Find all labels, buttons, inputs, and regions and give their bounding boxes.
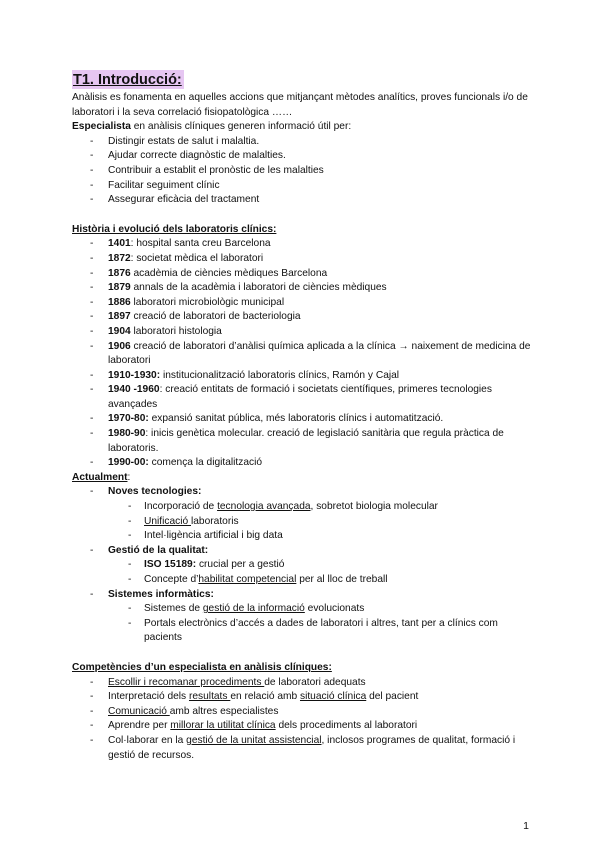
list-item [108, 617, 532, 646]
list-item [72, 267, 532, 282]
list-item: - Contribuir a establit el pronòstic de les malalties [72, 164, 532, 179]
item-underlined: tecnologia avançada [217, 501, 311, 513]
history-year: 1940 -1960 [108, 384, 160, 396]
list-item [72, 734, 532, 763]
history-year: 1904 [108, 325, 131, 337]
list-item [108, 573, 532, 588]
list-item [72, 412, 532, 427]
history-year: 1897 [108, 311, 131, 323]
list-item [72, 383, 532, 412]
history-text: : inicis genètica molecular. creació de legislació sanitària que regula pràctica de laboratoris. [108, 428, 504, 454]
specialist-paragraph [72, 120, 532, 135]
list-item: - Ajudar correcte diagnòstic de malalties. [72, 149, 532, 164]
history-year: 1906 [108, 340, 131, 352]
list-item [72, 485, 532, 543]
list-item [72, 296, 532, 311]
group-label: Sistemes informàtics: [108, 588, 214, 600]
history-year: 1910-1930: [108, 369, 161, 381]
item-text: Col·laborar en la [108, 734, 187, 746]
history-text: acadèmia de ciències mèdiques Barcelona [130, 267, 328, 279]
history-year: 1879 [108, 282, 131, 294]
list-item [108, 602, 532, 617]
history-year: 1886 [108, 296, 131, 308]
intro-paragraph: Anàlisis es fonamenta en aquelles accions que mitjançant mètodes analítics, proves funcionals i/o de laboratori i la seva correlació fisiopatològica …… [72, 92, 528, 118]
history-text: creació de laboratori d’anàlisi química aplicada a la clínica → naixement de medicina de laboratori [108, 340, 531, 367]
sub-list [108, 602, 532, 646]
history-year: 1876 [108, 267, 131, 279]
list-item [108, 529, 532, 544]
competences-list [72, 676, 532, 764]
history-text: comença la digitalització [148, 457, 263, 469]
group-label: Noves tecnologies: [108, 486, 202, 498]
history-text: : creació entitats de formació i societats científiques, primeres tecnologies avançades [108, 384, 492, 410]
list-item [72, 705, 532, 720]
item-text: , inclosos programes de qualitat, formació i gestió de recursos. [108, 734, 516, 761]
item-underlined: gestió de la unitat assistencial [186, 734, 322, 746]
page-number: 1 [523, 820, 529, 832]
item-underlined: millorar la utilitat clínica [170, 720, 276, 732]
list-item [72, 544, 532, 588]
item-underlined: Escollir i recomanar procediments [108, 676, 265, 688]
list-item [72, 427, 532, 456]
current-heading-line [72, 471, 532, 486]
item-text: Aprendre per [108, 720, 171, 732]
list-item [72, 340, 532, 369]
sub-list [108, 558, 532, 587]
list-item [72, 237, 532, 252]
item-text: , sobretot biologia molecular [310, 501, 438, 513]
sub-list [108, 500, 532, 544]
item-text: dels procediments al laboratori [275, 720, 418, 732]
item-text: laboratoris [191, 515, 239, 527]
item-text: en relació amb [230, 691, 300, 703]
item-text: amb altres especialistes [169, 705, 279, 717]
history-text: laboratori microbiològic municipal [130, 296, 285, 308]
history-year: 1970-80: [108, 413, 149, 425]
list-item: - Assegurar eficàcia del tractament [72, 193, 532, 208]
current-list [72, 485, 532, 646]
item-underlined: gestió de la informació [202, 603, 305, 615]
list-item: - Distingir estats de salut i malaltia. [72, 135, 532, 150]
specialist-list [72, 135, 532, 208]
history-year: 1872 [108, 252, 131, 264]
item-underlined: Comunicació [108, 705, 170, 717]
list-item [72, 456, 532, 471]
history-year: 1990-00: [108, 457, 149, 469]
list-item [108, 515, 532, 530]
history-text: annals de la acadèmia i laboratori de ciències mèdiques [130, 282, 387, 294]
page-title: T1. Introducció: [73, 72, 182, 88]
history-year: 1401 [108, 238, 131, 250]
group-label: Gestió de la qualitat: [108, 544, 209, 556]
history-year: 1980-90 [108, 428, 146, 440]
list-item [72, 325, 532, 340]
item-text: de laboratori adequats [264, 676, 366, 688]
history-text: institucionalització laboratoris clínics, Ramón y Cajal [160, 369, 400, 381]
list-item [72, 281, 532, 296]
history-heading: Història i evolució dels laboratoris clínics: [72, 223, 277, 235]
list-item [72, 252, 532, 267]
history-list [72, 237, 532, 471]
item-text: Incorporació de [144, 501, 218, 513]
item-underlined: resultats [188, 691, 231, 703]
list-item [72, 588, 532, 646]
specialist-term: Especialista [72, 121, 131, 133]
document-page [72, 70, 532, 763]
item-bold: ISO 15189: [144, 559, 197, 571]
item-text: crucial per a gestió [196, 559, 285, 571]
competences-heading: Competències d’un especialista en anàlisis clíniques: [72, 661, 332, 673]
history-text: : societat mèdica el laboratori [130, 252, 264, 264]
list-item [72, 369, 532, 384]
item-text: del pacient [366, 691, 419, 703]
item-text: Intel·ligència artificial i big data [144, 530, 283, 542]
history-text: expansió sanitat pública, més laboratoris clínics i automatització. [148, 413, 444, 425]
item-underlined: habilitat competencial [198, 574, 297, 585]
list-item: - Facilitar seguiment clínic [72, 179, 532, 194]
current-heading-colon: : [127, 471, 131, 483]
item-text: evolucionats [304, 603, 365, 615]
list-item [72, 719, 532, 734]
list-item [72, 310, 532, 325]
list-item [72, 676, 532, 691]
item-text: per al lloc de treball [296, 574, 388, 585]
current-heading: Actualment [72, 471, 128, 483]
item-text: Sistemes de [144, 603, 203, 615]
item-underlined: Unificació [144, 515, 191, 527]
list-item [108, 558, 532, 573]
list-item [108, 500, 532, 515]
list-item [72, 690, 532, 705]
item-text: Portals electrònics d’accés a dades de laboratori i altres, tant per a clínics com pacients [144, 617, 498, 644]
item-underlined: situació clínica [299, 691, 367, 703]
history-text: : hospital santa creu Barcelona [130, 238, 271, 250]
specialist-rest: en anàlisis clíniques generen informació útil per: [130, 121, 352, 133]
item-text: Interpretació dels [108, 691, 189, 703]
history-text: laboratori histologia [130, 325, 222, 337]
history-text: creació de laboratori de bacteriologia [130, 311, 301, 323]
item-text: Concepte d’ [144, 574, 199, 585]
